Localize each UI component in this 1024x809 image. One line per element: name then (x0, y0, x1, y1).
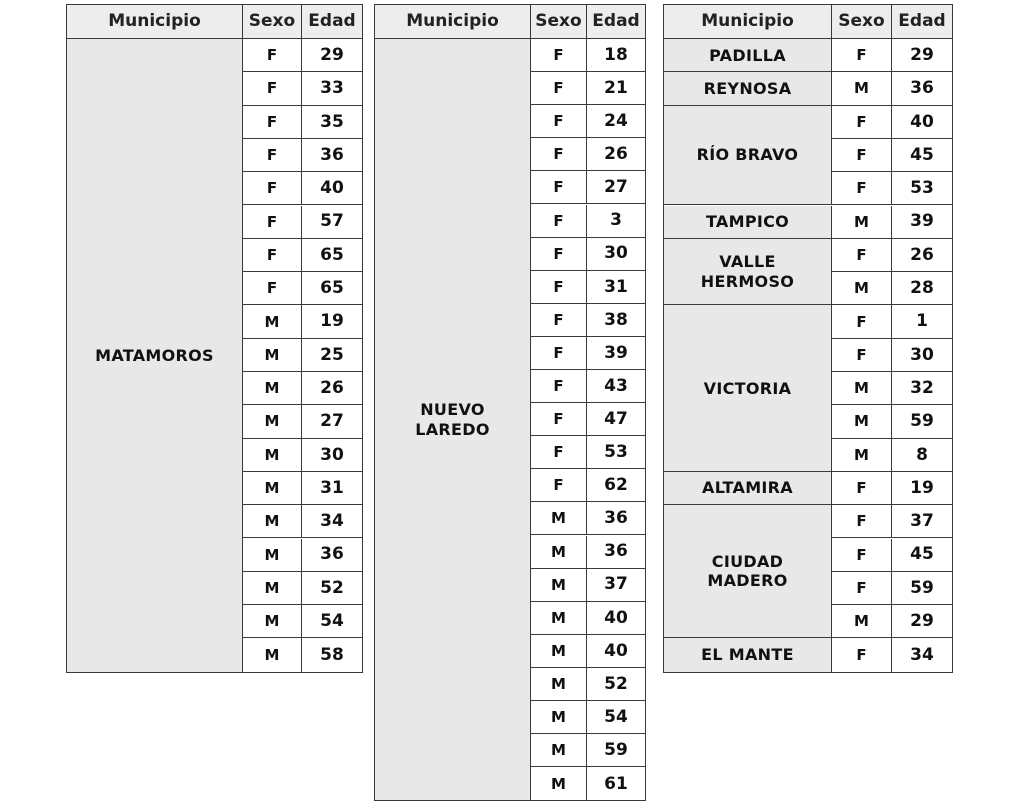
municipio-cell-text: CIUDAD MADERO (707, 552, 788, 591)
sexo-cell-text: M (264, 345, 280, 364)
edad-cell-text: 36 (320, 544, 344, 565)
sexo-cell-text: M (264, 412, 280, 431)
edad-cell-text: 37 (604, 574, 628, 595)
edad-cell-text: 31 (604, 276, 628, 297)
sexo-cell (832, 539, 892, 572)
sexo-cell (243, 539, 302, 572)
sexo-cell-text: M (551, 641, 566, 660)
sexo-cell (243, 605, 302, 638)
edad-cell-text: 30 (320, 444, 344, 465)
sexo-cell-text: M (854, 79, 869, 98)
edad-cell (302, 305, 362, 338)
edad-cell (892, 572, 952, 605)
sexo-cell-text: M (551, 774, 566, 793)
sexo-cell-text: M (264, 312, 280, 331)
sexo-cell-text: F (856, 646, 867, 665)
edad-cell-text: 29 (320, 44, 344, 65)
sexo-cell-text: M (551, 542, 566, 561)
municipio-cell (664, 39, 832, 72)
edad-cell-text: 47 (604, 408, 628, 429)
municipio-cell-text: EL MANTE (701, 645, 794, 665)
edad-cell-text: 59 (910, 411, 934, 432)
sexo-cell-text: M (551, 708, 566, 727)
sexo-cell-text: M (551, 608, 566, 627)
edad-cell-text: 59 (910, 577, 934, 598)
edad-cell-text: 61 (604, 773, 628, 794)
sexo-cell (243, 206, 302, 239)
edad-cell (892, 72, 952, 105)
edad-cell-text: 21 (604, 77, 628, 98)
header-sexo (531, 5, 587, 39)
edad-cell (587, 502, 645, 535)
edad-cell (587, 39, 645, 72)
municipio-cell-text: PADILLA (709, 45, 786, 65)
sexo-cell (243, 339, 302, 372)
sexo-cell-text: F (553, 112, 564, 131)
edad-cell (302, 539, 362, 572)
edad-cell-text: 62 (604, 475, 628, 496)
sexo-cell (243, 139, 302, 172)
edad-cell-text: 30 (604, 243, 628, 264)
edad-cell-text: 34 (910, 644, 934, 665)
edad-cell (892, 172, 952, 205)
edad-cell-text: 35 (320, 111, 344, 132)
sexo-cell (243, 239, 302, 272)
edad-cell-text: 8 (916, 444, 928, 465)
sexo-cell (243, 372, 302, 405)
sexo-cell (832, 605, 892, 638)
sexo-cell (531, 436, 587, 469)
edad-cell (587, 238, 645, 271)
sexo-cell-text: F (553, 476, 564, 495)
header-municipio (67, 5, 243, 39)
municipio-cell (664, 472, 832, 505)
municipio-cell (375, 39, 531, 800)
edad-cell (892, 305, 952, 338)
sexo-cell-text: M (264, 445, 280, 464)
edad-cell (892, 39, 952, 72)
header-municipio-text: Municipio (108, 11, 201, 32)
sexo-cell (832, 472, 892, 505)
sexo-cell-text: F (856, 112, 867, 131)
sexo-cell (243, 172, 302, 205)
edad-cell-text: 53 (604, 442, 628, 463)
sexo-cell-text: M (854, 445, 869, 464)
edad-cell-text: 57 (320, 211, 344, 232)
sexo-cell-text: M (264, 612, 280, 631)
sexo-cell (832, 39, 892, 72)
data-table-2 (374, 4, 646, 801)
edad-cell-text: 30 (910, 344, 934, 365)
edad-cell (587, 734, 645, 767)
sexo-cell-text: F (856, 479, 867, 498)
sexo-cell (832, 372, 892, 405)
sexo-cell (531, 635, 587, 668)
edad-cell-text: 27 (604, 177, 628, 198)
sexo-cell (531, 370, 587, 403)
edad-cell-text: 19 (320, 311, 344, 332)
municipio-cell-text: ALTAMIRA (702, 478, 793, 498)
municipio-cell-text: REYNOSA (703, 78, 792, 98)
sexo-cell (531, 304, 587, 337)
sexo-cell-text: F (856, 512, 867, 531)
sexo-cell-text: F (553, 277, 564, 296)
header-municipio-text: Municipio (701, 11, 794, 32)
sexo-cell-text: M (854, 212, 869, 231)
sexo-cell-text: M (854, 379, 869, 398)
edad-cell-text: 45 (910, 544, 934, 565)
sexo-cell-text: M (854, 612, 869, 631)
edad-cell-text: 36 (604, 541, 628, 562)
header-sexo (243, 5, 302, 39)
sexo-cell-text: F (266, 212, 278, 231)
edad-cell (892, 139, 952, 172)
header-edad (587, 5, 645, 39)
sexo-cell (531, 734, 587, 767)
sexo-cell-text: M (264, 479, 280, 498)
edad-cell (302, 505, 362, 538)
sexo-cell-text: M (551, 674, 566, 693)
sexo-cell (531, 701, 587, 734)
sexo-cell-text: F (856, 245, 867, 264)
edad-cell (302, 372, 362, 405)
municipio-cell-text: VALLE HERMOSO (700, 252, 795, 291)
edad-cell-text: 3 (610, 210, 622, 231)
sexo-cell (531, 602, 587, 635)
sexo-cell (531, 569, 587, 602)
municipio-cell (664, 106, 832, 206)
header-edad (302, 5, 362, 39)
sexo-cell-text: F (553, 145, 564, 164)
header-edad-text: Edad (898, 11, 946, 32)
edad-cell (587, 138, 645, 171)
municipio-cell (67, 39, 243, 672)
sexo-cell-text: F (856, 345, 867, 364)
edad-cell (587, 337, 645, 370)
edad-cell (892, 206, 952, 239)
sexo-cell (832, 405, 892, 438)
sexo-cell-text: F (266, 245, 278, 264)
sexo-cell-text: F (266, 279, 278, 298)
edad-cell-text: 40 (910, 111, 934, 132)
edad-cell-text: 45 (910, 144, 934, 165)
edad-cell (892, 439, 952, 472)
edad-cell-text: 26 (910, 244, 934, 265)
edad-cell (587, 304, 645, 337)
edad-cell-text: 40 (604, 607, 628, 628)
sexo-cell-text: F (856, 46, 867, 65)
header-edad-text: Edad (308, 11, 356, 32)
edad-cell (587, 469, 645, 502)
edad-cell (587, 370, 645, 403)
sexo-cell (243, 439, 302, 472)
edad-cell-text: 29 (910, 44, 934, 65)
data-table-1 (66, 4, 363, 673)
municipio-cell-text: RÍO BRAVO (696, 145, 799, 165)
edad-cell (302, 106, 362, 139)
edad-cell-text: 38 (604, 309, 628, 330)
sexo-cell (531, 238, 587, 271)
sexo-cell (832, 206, 892, 239)
sexo-cell (243, 272, 302, 305)
edad-cell (587, 635, 645, 668)
sexo-cell (832, 139, 892, 172)
edad-cell (302, 172, 362, 205)
edad-cell-text: 65 (320, 278, 344, 299)
header-municipio-text: Municipio (406, 11, 499, 32)
sexo-cell-text: M (551, 509, 566, 528)
sexo-cell (531, 668, 587, 701)
sexo-cell-text: F (266, 79, 278, 98)
sexo-cell (531, 536, 587, 569)
sexo-cell-text: F (553, 244, 564, 263)
edad-cell (587, 403, 645, 436)
municipio-cell (664, 505, 832, 638)
header-edad-text: Edad (592, 11, 640, 32)
municipio-cell-text: MATAMOROS (95, 345, 214, 365)
sexo-cell (243, 72, 302, 105)
sexo-cell-text: M (264, 545, 280, 564)
edad-cell (587, 767, 645, 800)
sexo-cell (832, 638, 892, 671)
sexo-cell-text: M (264, 646, 280, 665)
edad-cell (892, 239, 952, 272)
sexo-cell-text: F (553, 178, 564, 197)
sexo-cell (531, 337, 587, 370)
edad-cell (302, 72, 362, 105)
edad-cell-text: 65 (320, 244, 344, 265)
sexo-cell (531, 271, 587, 304)
edad-cell-text: 40 (604, 640, 628, 661)
municipio-cell-text: TAMPICO (705, 212, 790, 232)
edad-cell (892, 339, 952, 372)
edad-cell-text: 33 (320, 78, 344, 99)
edad-cell (892, 605, 952, 638)
edad-cell (302, 439, 362, 472)
sexo-cell-text: F (553, 343, 564, 362)
sexo-cell (531, 138, 587, 171)
edad-cell (587, 602, 645, 635)
edad-cell-text: 18 (604, 44, 628, 65)
edad-cell (302, 572, 362, 605)
edad-cell-text: 37 (910, 511, 934, 532)
municipio-cell (664, 72, 832, 105)
edad-cell (302, 339, 362, 372)
sexo-cell (531, 469, 587, 502)
sexo-cell-text: F (553, 46, 564, 65)
sexo-cell (832, 505, 892, 538)
sexo-cell-text: M (551, 575, 566, 594)
edad-cell-text: 59 (604, 739, 628, 760)
edad-cell (892, 539, 952, 572)
sexo-cell (531, 105, 587, 138)
sexo-cell (243, 638, 302, 671)
sexo-cell-text: F (266, 179, 278, 198)
sexo-cell (832, 439, 892, 472)
header-municipio (375, 5, 531, 39)
sexo-cell-text: F (266, 112, 278, 131)
sexo-cell-text: F (553, 211, 564, 230)
sexo-cell (832, 106, 892, 139)
sexo-cell (832, 239, 892, 272)
sexo-cell-text: F (553, 310, 564, 329)
municipio-cell (664, 305, 832, 472)
edad-cell (587, 271, 645, 304)
edad-cell (587, 72, 645, 105)
edad-cell (587, 701, 645, 734)
sexo-cell (243, 472, 302, 505)
edad-cell-text: 26 (604, 144, 628, 165)
edad-cell-text: 31 (320, 477, 344, 498)
edad-cell (587, 536, 645, 569)
edad-cell-text: 53 (910, 178, 934, 199)
edad-cell-text: 36 (604, 508, 628, 529)
header-edad (892, 5, 952, 39)
edad-cell-text: 39 (604, 342, 628, 363)
edad-cell-text: 19 (910, 477, 934, 498)
sexo-cell (832, 572, 892, 605)
sexo-cell (832, 339, 892, 372)
edad-cell (302, 638, 362, 671)
edad-cell (302, 139, 362, 172)
sexo-cell-text: M (854, 412, 869, 431)
edad-cell (892, 106, 952, 139)
sexo-cell (243, 505, 302, 538)
edad-cell-text: 25 (320, 344, 344, 365)
sexo-cell-text: F (266, 46, 278, 65)
sexo-cell-text: F (856, 146, 867, 165)
edad-cell (302, 239, 362, 272)
sexo-cell (531, 171, 587, 204)
edad-cell-text: 58 (320, 644, 344, 665)
edad-cell (892, 472, 952, 505)
sexo-cell (531, 205, 587, 238)
edad-cell (892, 272, 952, 305)
header-sexo-text: Sexo (838, 11, 885, 32)
sexo-cell-text: F (266, 146, 278, 165)
sexo-cell (243, 106, 302, 139)
sexo-cell-text: M (854, 279, 869, 298)
municipio-cell (664, 239, 832, 306)
sexo-cell (531, 502, 587, 535)
edad-cell-text: 52 (604, 673, 628, 694)
sexo-cell (531, 403, 587, 436)
sexo-cell (832, 172, 892, 205)
header-sexo-text: Sexo (535, 11, 582, 32)
edad-cell (302, 39, 362, 72)
sexo-cell (832, 272, 892, 305)
data-table-3 (663, 4, 953, 673)
header-sexo (832, 5, 892, 39)
edad-cell-text: 24 (604, 111, 628, 132)
sexo-cell (243, 405, 302, 438)
edad-cell-text: 36 (320, 144, 344, 165)
sexo-cell-text: F (553, 410, 564, 429)
edad-cell-text: 54 (320, 611, 344, 632)
edad-cell (587, 436, 645, 469)
edad-cell-text: 29 (910, 611, 934, 632)
sexo-cell (832, 305, 892, 338)
edad-cell (587, 668, 645, 701)
sexo-cell-text: F (856, 578, 867, 597)
sexo-cell (243, 572, 302, 605)
edad-cell (587, 171, 645, 204)
sexo-cell-text: M (264, 379, 280, 398)
header-sexo-text: Sexo (248, 11, 296, 32)
edad-cell-text: 52 (320, 577, 344, 598)
municipio-cell (664, 638, 832, 671)
sexo-cell (243, 305, 302, 338)
municipio-cell (664, 206, 832, 239)
edad-cell (587, 569, 645, 602)
edad-cell-text: 40 (320, 178, 344, 199)
sexo-cell-text: M (264, 512, 280, 531)
edad-cell-text: 54 (604, 706, 628, 727)
edad-cell-text: 34 (320, 511, 344, 532)
sexo-cell (531, 72, 587, 105)
edad-cell (892, 505, 952, 538)
edad-cell-text: 26 (320, 377, 344, 398)
edad-cell (587, 105, 645, 138)
municipio-cell-text: NUEVO LAREDO (415, 400, 490, 439)
sexo-cell-text: M (264, 578, 280, 597)
sexo-cell-text: F (856, 179, 867, 198)
sexo-cell (531, 767, 587, 800)
sexo-cell-text: F (553, 377, 564, 396)
sexo-cell-text: F (553, 443, 564, 462)
edad-cell (302, 605, 362, 638)
sexo-cell-text: F (856, 545, 867, 564)
edad-cell (302, 405, 362, 438)
edad-cell (302, 272, 362, 305)
sexo-cell-text: F (553, 79, 564, 98)
sexo-cell (832, 72, 892, 105)
municipio-cell-text: VICTORIA (703, 378, 792, 398)
edad-cell (302, 206, 362, 239)
edad-cell-text: 36 (910, 78, 934, 99)
sexo-cell (243, 39, 302, 72)
edad-cell-text: 28 (910, 278, 934, 299)
edad-cell (587, 205, 645, 238)
edad-cell-text: 32 (910, 377, 934, 398)
edad-cell (892, 405, 952, 438)
edad-cell-text: 1 (916, 311, 928, 332)
edad-cell-text: 39 (910, 211, 934, 232)
edad-cell-text: 43 (604, 375, 628, 396)
sexo-cell (531, 39, 587, 72)
edad-cell (892, 638, 952, 671)
sexo-cell-text: M (551, 741, 566, 760)
header-municipio (664, 5, 832, 39)
edad-cell (302, 472, 362, 505)
edad-cell (892, 372, 952, 405)
sexo-cell-text: F (856, 312, 867, 331)
edad-cell-text: 27 (320, 411, 344, 432)
